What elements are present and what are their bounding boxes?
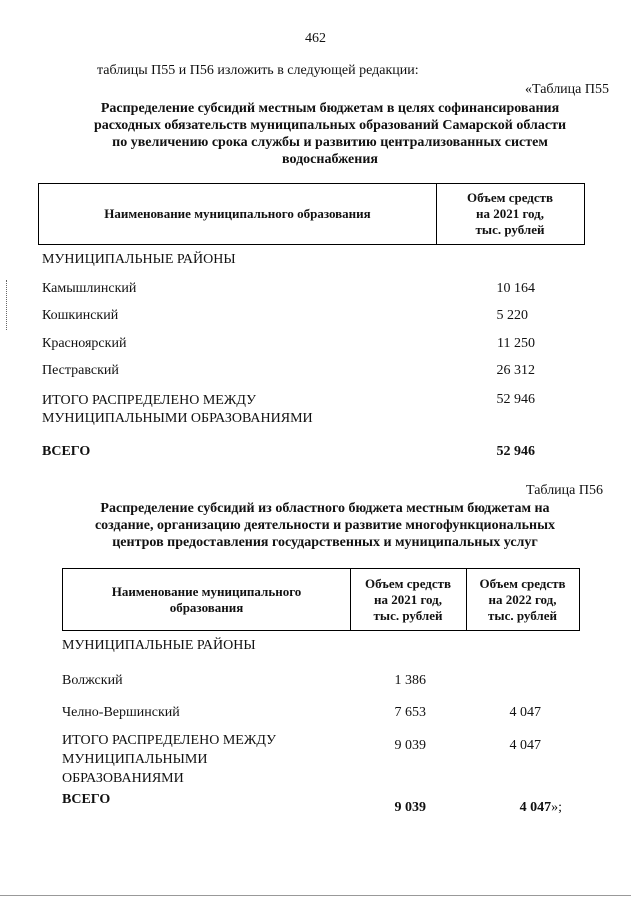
table55-header-amount-line: на 2021 год, <box>475 206 545 221</box>
table55-row-amount: 26 312 <box>496 363 535 378</box>
table56-title-line: центров предоставления государственных и муниципальных услуг <box>112 535 538 550</box>
table55-total-line: ИТОГО РАСПРЕДЕЛЕНО МЕЖДУ <box>42 393 256 408</box>
table56-row-name: Челно-Вершинский <box>62 705 180 720</box>
table56-total-distributed-amount2022: 4 047 <box>509 738 541 753</box>
table55-header-amount-line: тыс. рублей <box>475 222 545 237</box>
table56-total-line: МУНИЦИПАЛЬНЫМИ <box>62 752 208 767</box>
table56-label: Таблица П56 <box>526 483 603 498</box>
table55-row-name: Пестравский <box>42 363 119 378</box>
table55-row-amount: 5 220 <box>496 308 528 323</box>
table56-row-amount2021: 1 386 <box>394 673 426 688</box>
page-number: 462 <box>305 31 326 46</box>
table55-grand-total-name: ВСЕГО <box>42 444 91 459</box>
table56-row-amount2022: 4 047 <box>509 705 541 720</box>
table56-closing-quote: »; <box>551 800 562 815</box>
table56-grand-total-name: ВСЕГО <box>62 792 111 807</box>
table55-title-line: Распределение субсидий местным бюджетам в целях софинансирования <box>100 101 560 116</box>
table56-total-distributed-amount2021: 9 039 <box>394 738 426 753</box>
table56-header-name-line: Наименование муниципального <box>111 583 302 599</box>
table56-row-amount2021: 7 653 <box>394 705 426 720</box>
table56-header-amount2022 <box>466 569 579 630</box>
table55-title-line: водоснабжения <box>282 152 378 167</box>
table56-title <box>55 500 595 551</box>
table56-total-line: ОБРАЗОВАНИЯМИ <box>62 771 184 786</box>
table55-row-amount: 10 164 <box>496 281 535 296</box>
margin-mark <box>6 280 7 330</box>
table56-header-name-line: образования <box>169 599 244 615</box>
table55-total-line: МУНИЦИПАЛЬНЫМИ ОБРАЗОВАНИЯМИ <box>42 411 313 426</box>
table56-total-distributed-name <box>62 731 276 788</box>
table55-title-line: расходных обязательств муниципальных образований Самарской области <box>93 118 567 133</box>
table56-total-line: ИТОГО РАСПРЕДЕЛЕНО МЕЖДУ <box>62 733 276 748</box>
table56-header-amount2021 <box>350 569 466 630</box>
table55-label: «Таблица П55 <box>525 82 609 97</box>
table56-row-name: Волжский <box>62 673 123 688</box>
table56-header-2022-line: тыс. рублей <box>488 607 557 623</box>
table55-row-amount: 11 250 <box>497 336 535 351</box>
table55-grand-total-amount: 52 946 <box>496 444 535 459</box>
table55-title-line: по увеличению срока службы и развитию централизованных систем <box>112 135 548 150</box>
table55-header <box>38 183 585 245</box>
table56-header-2022-line: на 2022 год, <box>488 591 557 607</box>
table55-title <box>50 100 610 168</box>
table56-header-2021-line: Объем средств <box>364 575 452 591</box>
table55-row-name: Кошкинский <box>42 308 119 323</box>
table55-header-amount-line: Объем средств <box>466 190 554 205</box>
table56-header-2021-line: тыс. рублей <box>373 607 443 623</box>
table55-header-amount <box>436 184 584 244</box>
page-bottom-edge <box>0 895 631 896</box>
intro-text: таблицы П55 и П56 изложить в следующей редакции: <box>97 63 419 78</box>
table55-total-distributed-amount: 52 946 <box>496 392 535 407</box>
table55-row-name: Красноярский <box>42 336 127 351</box>
table56-header-name <box>63 569 350 630</box>
table55-section: МУНИЦИПАЛЬНЫЕ РАЙОНЫ <box>42 252 236 267</box>
table55-header-name: Наименование муниципального образования <box>104 206 371 221</box>
table56-header <box>62 568 580 631</box>
table56-grand-total-amount2022: 4 047 <box>519 800 552 815</box>
table56-title-line: создание, организацию деятельности и развитие многофункциональных <box>94 518 556 533</box>
table56-grand-total-amount2021: 9 039 <box>394 800 426 815</box>
table56-header-2021-line: на 2021 год, <box>373 591 443 607</box>
table56-grand-total-amount2022-cell <box>520 800 562 816</box>
table56-title-line: Распределение субсидий из областного бюджета местным бюджетам на <box>100 501 550 516</box>
table56-header-2022-line: Объем средств <box>479 575 566 591</box>
table56-section: МУНИЦИПАЛЬНЫЕ РАЙОНЫ <box>62 638 256 653</box>
table55-total-distributed-name <box>42 392 313 428</box>
table55-row-name: Камышлинский <box>42 281 137 296</box>
